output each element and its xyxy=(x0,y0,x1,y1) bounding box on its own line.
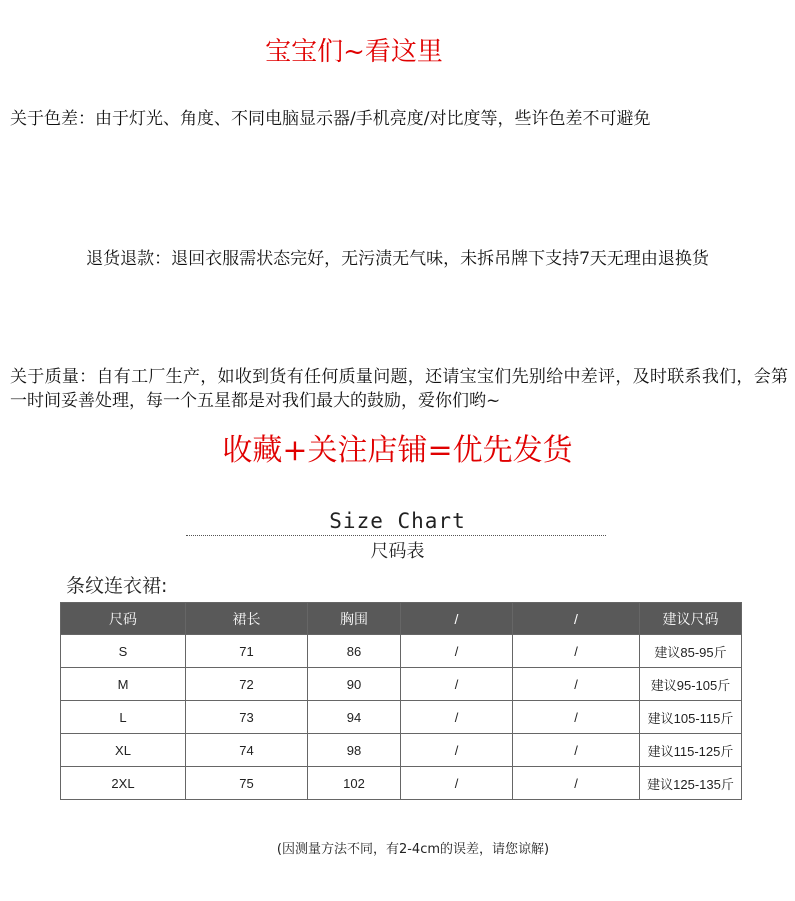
cell-recommended: 建议85-95斤 xyxy=(640,635,742,668)
cell-size: S xyxy=(61,635,186,668)
measurement-footnote: (因测量方法不同，有2-4cm的误差，请您谅解) xyxy=(276,842,550,857)
table-row xyxy=(61,668,742,701)
cell-size: L xyxy=(61,701,186,734)
table-row xyxy=(61,701,742,734)
size-table xyxy=(60,602,742,800)
cell-length: 71 xyxy=(186,635,308,668)
header-length: 裙长 xyxy=(186,603,308,635)
cell-empty-1: / xyxy=(401,767,513,800)
cell-empty-2: / xyxy=(513,701,640,734)
table-header-row xyxy=(61,603,742,635)
cell-length: 73 xyxy=(186,701,308,734)
cell-size: M xyxy=(61,668,186,701)
cell-empty-1: / xyxy=(401,701,513,734)
header-recommended: 建议尺码 xyxy=(640,603,742,635)
table-row xyxy=(61,635,742,668)
cell-bust: 90 xyxy=(308,668,401,701)
cell-recommended: 建议115-125斤 xyxy=(640,734,742,767)
cell-bust: 94 xyxy=(308,701,401,734)
cell-bust: 98 xyxy=(308,734,401,767)
cell-bust: 102 xyxy=(308,767,401,800)
cell-empty-2: / xyxy=(513,668,640,701)
size-chart-subtitle: 尺码表 xyxy=(370,541,425,562)
table-row xyxy=(61,734,742,767)
notice-color-difference: 关于色差：由于灯光、角度、不同电脑显示器/手机亮度/对比度等，些许色差不可避免 xyxy=(10,109,651,129)
cell-recommended: 建议95-105斤 xyxy=(640,668,742,701)
cell-size: 2XL xyxy=(61,767,186,800)
cell-empty-2: / xyxy=(513,767,640,800)
cell-empty-2: / xyxy=(513,635,640,668)
cell-empty-1: / xyxy=(401,635,513,668)
header-empty-2: / xyxy=(513,603,640,635)
table-row xyxy=(61,767,742,800)
header-empty-1: / xyxy=(401,603,513,635)
cell-recommended: 建议105-115斤 xyxy=(640,701,742,734)
cell-empty-2: / xyxy=(513,734,640,767)
cell-empty-1: / xyxy=(401,734,513,767)
header-bust: 胸围 xyxy=(308,603,401,635)
promo-banner: 收藏+关注店铺=优先发货 xyxy=(222,433,573,468)
notice-quality: 关于质量：自有工厂生产，如收到货有任何质量问题，还请宝宝们先别给中差评，及时联系我们，会第一时间妥善处理，每一个五星都是对我们最大的鼓励，爱你们哟~ xyxy=(10,367,788,411)
table-caption: 条纹连衣裙: xyxy=(66,575,168,597)
cell-bust: 86 xyxy=(308,635,401,668)
title-divider xyxy=(186,535,606,536)
cell-length: 75 xyxy=(186,767,308,800)
size-chart-title: Size Chart xyxy=(329,509,466,533)
cell-length: 74 xyxy=(186,734,308,767)
cell-empty-1: / xyxy=(401,668,513,701)
cell-recommended: 建议125-135斤 xyxy=(640,767,742,800)
cell-length: 72 xyxy=(186,668,308,701)
notice-returns: 退货退款：退回衣服需状态完好，无污渍无气味，未拆吊牌下支持7天无理由退换货 xyxy=(86,249,709,269)
headline: 宝宝们~看这里 xyxy=(265,37,443,67)
cell-size: XL xyxy=(61,734,186,767)
header-size: 尺码 xyxy=(61,603,186,635)
